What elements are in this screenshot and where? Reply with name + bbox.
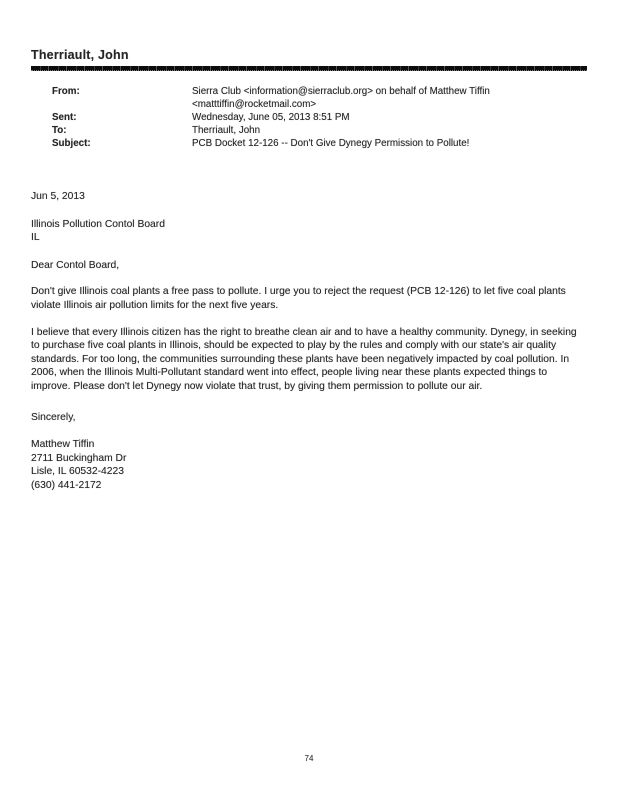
to-label: To: [52, 125, 67, 136]
from-label: From: [52, 86, 80, 97]
letter-paragraph: Don't give Illinois coal plants a free pass to pollute. I urge you to reject the request (PCB 12-126) to let five coal plants violate Illinois air pollution limits for the next five years. [31, 286, 566, 311]
letter-paragraph: I believe that every Illinois citizen has the right to breathe clean air and to have a healthy community. Dynegy, in seeking to purchase five coal plants in Illinois, should be expected to play by the rules and comply with our state's air quality standards. For too long, the communities surrounding these plants have been negatively impacted by coal pollution. In 2006, when the Illinois Multi-Pollutant standard went into effect, people living near these plants expected things to improve. Please don't let Dynegy now violate that trust, by giving them permission to pollute our air. [31, 326, 577, 392]
header-divider [31, 66, 587, 71]
signature-line: 2711 Buckingham Dr [31, 452, 127, 464]
signature-block [31, 438, 587, 492]
signature-line: Lisle, IL 60532-4223 [31, 466, 124, 478]
subject-value: PCB Docket 12-126 -- Don't Give Dynegy Permission to Pollute! [192, 138, 470, 149]
from-value: Sierra Club <information@sierraclub.org> on behalf of Matthew Tiffin <matttiffin@rocketmail.com> [192, 86, 490, 110]
salutation: Dear Contol Board, [31, 259, 120, 271]
header-row-subject [52, 137, 591, 150]
subject-label: Subject: [52, 138, 91, 149]
sent-label: Sent: [52, 112, 77, 123]
recipient-block [31, 218, 587, 245]
signature-line: Matthew Tiffin [31, 439, 95, 451]
header-row-to [52, 124, 591, 137]
letter-body [31, 190, 587, 493]
sent-value: Wednesday, June 05, 2013 8:51 PM [192, 112, 350, 123]
to-value: Therriault, John [192, 125, 261, 136]
recipient-line: IL [31, 232, 40, 244]
header-row-from [52, 85, 591, 111]
email-header-fields [52, 85, 591, 150]
closing: Sincerely, [31, 411, 76, 423]
recipient-line: Illinois Pollution Contol Board [31, 218, 165, 230]
page-title: Therriault, John [31, 48, 129, 62]
letter-date: Jun 5, 2013 [31, 191, 85, 202]
signature-line: (630) 441-2172 [31, 479, 102, 491]
header-row-sent [52, 111, 591, 124]
page-number: 74 [304, 754, 314, 763]
